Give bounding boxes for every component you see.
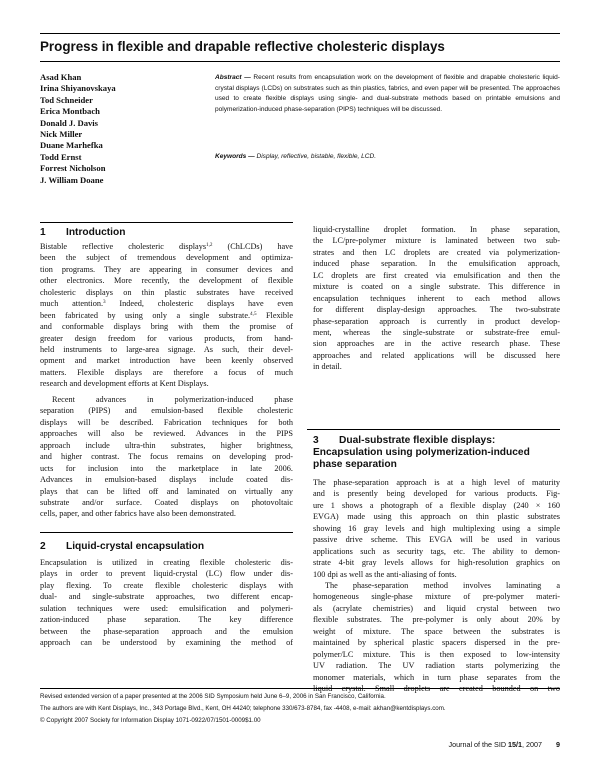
author-name: Nick Miller	[40, 129, 83, 140]
intro-paragraph	[40, 241, 293, 390]
abstract	[215, 73, 560, 116]
section-rule	[40, 222, 293, 223]
text-line: strate 4-bit gray levels allows for high-resolution graphics on	[313, 558, 560, 568]
text-line: been the subject of tremendous development and optimiza-	[40, 253, 293, 263]
footnote-line: Revised extended version of a paper presented at the 2006 SID Symposium held June 6–9, 2006 in San Francisco, California.	[40, 693, 386, 700]
text-line: the LC/pre-polymer mixture is laminated between two sub-	[313, 236, 560, 246]
text-line: approach include ultra-thin substrates, higher brightness,	[40, 440, 293, 450]
text-line: sulation techniques were used: emulsification and polymeri-	[40, 603, 293, 613]
text-line: approaches and related applications will be discussed here	[313, 350, 560, 360]
section-title: Liquid-crystal encapsulation	[66, 541, 205, 552]
author-name: Duane Marhefka	[40, 140, 103, 151]
section-number: 2	[40, 541, 46, 552]
text-line: between the phase-separation approach and the emulsion	[40, 626, 293, 636]
journal-year: , 2007	[522, 740, 542, 749]
author-name: Irina Shiyanovskaya	[40, 83, 116, 94]
text-line: UV radiation. The UV radiation starts polymerizing the	[313, 661, 560, 671]
text-line: The phase-separation method involves laminating a	[325, 581, 560, 590]
text-line: sion approaches are in the active research phase. These	[313, 339, 560, 349]
journal-volume: 15/1	[508, 740, 523, 749]
top-rule	[40, 33, 560, 34]
text-line: cholesteric displays on thin plastic substrates have received	[40, 287, 293, 297]
text-line: in detail.	[313, 362, 342, 372]
keywords-text: Display, reflective, bistable, flexible, LCD.	[256, 153, 377, 160]
author-name: Erica Montbach	[40, 106, 100, 117]
text-line: approaches will also be reviewed. Advances in the PIPS	[40, 429, 293, 439]
keywords-label: Keywords —	[215, 153, 255, 160]
text-line: ucts for inclusion into the marketplace in late 2006.	[40, 463, 293, 473]
text-line: and conformable displays bring with them the promise of	[40, 322, 293, 332]
text-line: passive drive scheme. This EVGA will be used in various	[313, 535, 560, 545]
text-line: matters. Flexible displays are therefore a focus of much	[40, 367, 293, 377]
section-title-line: Dual-substrate flexible displays:	[339, 435, 496, 446]
abstract-label: Abstract —	[215, 74, 251, 81]
text-line: held instruments to large-area signage. As such, their devel-	[40, 344, 293, 354]
text-line: and higher contrast. The focus remains on developing prod-	[40, 452, 293, 462]
text-line: dual- and single-substrate approaches, two different encap-	[40, 592, 293, 602]
section-title-line: phase separation	[313, 459, 397, 470]
text-line: research and development efforts at Kent Displays.	[40, 379, 209, 389]
intro-paragraph	[40, 394, 293, 520]
text-line: zation-induced phase separation. The key difference	[40, 615, 293, 625]
section-heading	[313, 435, 563, 471]
text-line: cells, paper, and other fabrics have also been demonstrated.	[40, 509, 236, 519]
text-line: ment, whereas the single-substrate or substrate-free emul-	[313, 327, 560, 337]
text-line: showing 16 gray levels and high multiplexing using a simple	[313, 523, 560, 533]
author-name: Donald J. Davis	[40, 117, 99, 128]
text-line: displays will be described. Fabrication techniques for both	[40, 417, 293, 427]
author-name: J. William Doane	[40, 174, 104, 185]
footnote-line: © Copyright 2007 Society for Information Display 1071-0922/07/1501-0009$1.00	[40, 717, 261, 725]
text-line: homogeneous single-phase mixture of pre-polymer materi-	[313, 592, 560, 602]
section-heading	[40, 227, 293, 239]
text-line: The phase-separation approach is at a high level of maturity	[313, 478, 560, 487]
text-line: monomer materials, which in turn phase separates from the	[313, 672, 560, 682]
text-line: induced phase separation. In the emulsification approach,	[313, 259, 560, 269]
section3-paragraph	[313, 477, 560, 580]
text-line: 100 dpi as well as the anti-aliasing of fonts.	[313, 569, 457, 579]
text-line: Encapsulation is utilized in creating flexible cholesteric dis-	[40, 558, 293, 567]
text-line: liquid-crystalline droplet formation. In phase separation,	[313, 225, 560, 234]
text-line: approach can be understood by examining the method of	[40, 638, 293, 648]
text-line: plays in order to prevent liquid-crystal (LC) flow under dis-	[40, 569, 293, 579]
text-line: tion programs. They are appearing in consumer devices and	[40, 264, 293, 274]
footer-rule	[40, 688, 560, 689]
text-line: separation (PIPS) and emulsion-based flexible cholesteric	[40, 406, 293, 416]
text-line: liquid crystal. Small droplets are created bounded on two	[313, 683, 560, 693]
section-rule	[40, 532, 293, 533]
footnote-line: The authors are with Kent Displays, Inc., 343 Portage Blvd., Kent, OH 44240; telephone 330/673-8784, fax -4408, e-mail: akhan@kentdisplays.com.	[40, 705, 446, 713]
author-name: Todd Ernst	[40, 151, 82, 162]
text-line: LC droplets are first created via emulsification and then the	[313, 270, 560, 280]
text-line: play flexing. To create flexible cholesteric displays with	[40, 580, 293, 590]
text-line: flexible substrates. The pre-polymer is only about 20% by	[313, 615, 560, 625]
text-line: weight of mixture. The space between the substrates is	[313, 626, 560, 636]
section-number: 1	[40, 227, 46, 238]
text-line: Recent advances in polymerization-induced phase	[52, 395, 293, 404]
text-line: greater design freedom for various products, from hand-	[40, 333, 293, 343]
text-line: ure 1 shows a photograph of a flexible display (240 × 160	[313, 500, 560, 510]
text-line: phase-separation approach is currently in product develop-	[313, 316, 560, 326]
text-line: Advances in emulsion-based displays include coated dis-	[40, 475, 293, 485]
text-line: applications such as security tags, etc. The ability to demon-	[313, 546, 560, 556]
keywords	[215, 152, 560, 162]
text-line: been fabricated by using only a single substrate.$^{4,5}$ Flexible	[40, 310, 293, 320]
text-line: strates and then LC droplets are created via polymerization-	[313, 247, 560, 257]
author-name: Forrest Nicholson	[40, 163, 106, 174]
footnote	[40, 691, 560, 728]
author-name: Asad Khan	[40, 72, 82, 82]
text-line: polymer/LC mixture. This is then exposed to low-intensity	[313, 649, 560, 659]
text-line: encapsulation techniques inherent to each method allows	[313, 293, 560, 303]
text-line: EVGA) made using this approach on thin plastic substrates	[313, 512, 560, 522]
text-line: plays that can be lifted off and laminated on virtually any	[40, 486, 293, 496]
text-line: much attention.$^3$ Indeed, cholesteric displays have even	[40, 299, 293, 309]
running-footer	[448, 740, 560, 749]
section-title-line: Encapsulation using polymerization-induced	[313, 447, 530, 458]
text-line: maintained by spherical plastic spacers dispersed in the pre-	[313, 638, 560, 648]
section-title: Introduction	[66, 227, 126, 238]
text-line: als (acrylate chemistries) and liquid crystal between two	[313, 603, 560, 613]
page-number: 9	[556, 740, 560, 749]
text-line: and is presently being developed for various products. Fig-	[313, 489, 560, 499]
continuation-paragraph	[313, 224, 560, 373]
section2-paragraph	[40, 557, 293, 649]
text-line: substrate and/or surface. Coated displays on photovoltaic	[40, 497, 293, 507]
section-heading	[40, 541, 293, 553]
author-name: Tod Schneider	[40, 94, 93, 105]
text-line: for different display-design approaches. The two-substrate	[313, 305, 560, 315]
section-rule	[307, 429, 560, 430]
author-list	[40, 72, 200, 186]
section-number: 3	[313, 435, 319, 446]
text-line: Bistable reflective cholesteric displays$^{1,2}$ (ChLCDs) have	[40, 242, 293, 251]
abstract-text: Recent results from encapsulation work on the development of flexible and drapable cholesteric liquid-crystal displays (LCDs) on substrates such as thin plastics, fabrics, and even paper will be presented. The approaches used to create flexible displays using single- and dual-substrate methods based on printable emulsions and polymerization-induced phase-separation (PIPS) techniques will be discussed.	[215, 74, 560, 114]
text-line: mixture is coated on a single substrate. This difference in	[313, 282, 560, 292]
text-line: opment and market introduction have been keenly observed	[40, 356, 293, 366]
text-line: other electronics. More recently, the development of flexible	[40, 276, 293, 286]
journal-name: Journal of the SID	[448, 740, 509, 749]
paper-title: Progress in flexible and drapable reflective cholesteric displays	[40, 39, 445, 54]
section3-paragraph	[313, 580, 560, 694]
title-rule	[40, 61, 560, 62]
